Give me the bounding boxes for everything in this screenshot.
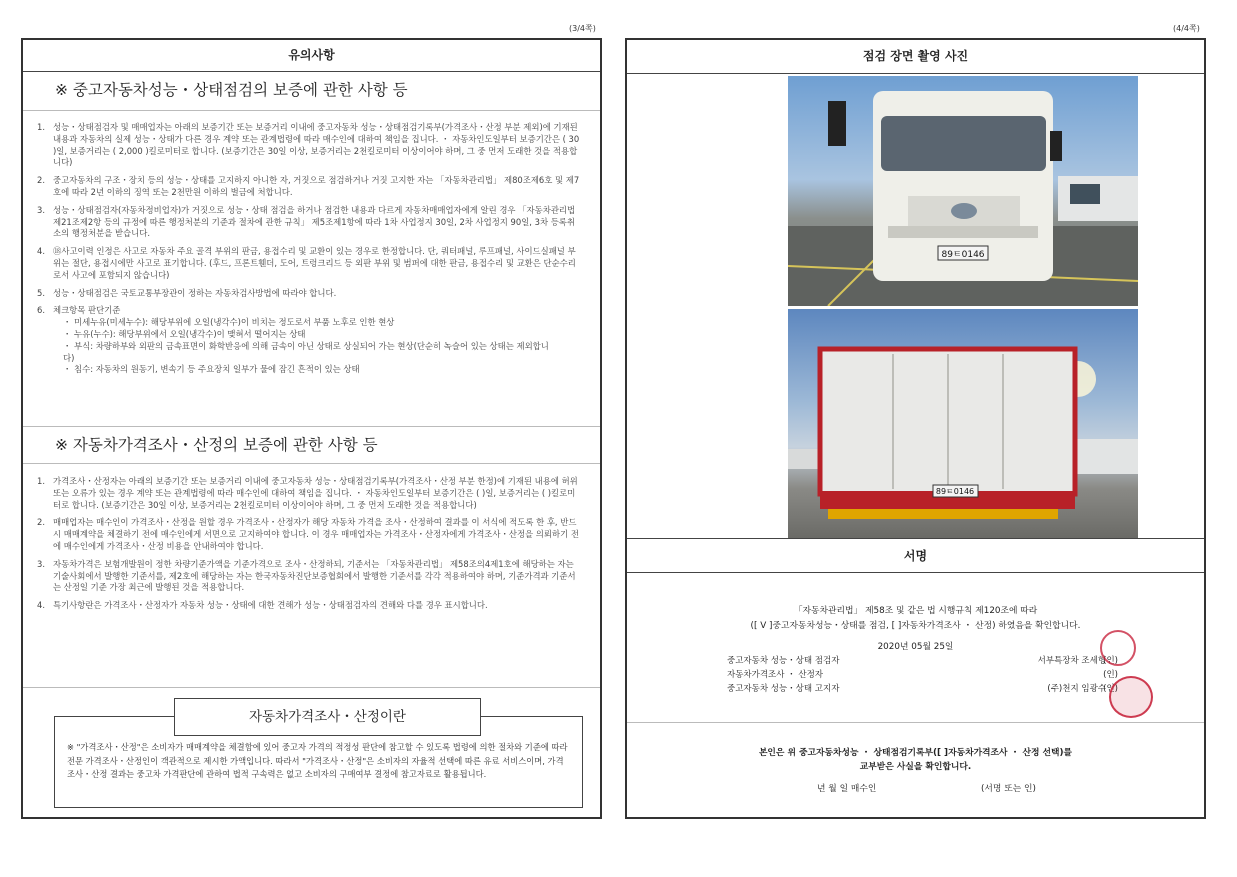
list-item: [23, 175, 600, 199]
signer-seal: (인): [1103, 684, 1118, 694]
item-number: 2.: [37, 175, 45, 186]
sign-date: 2020년 05월 25일: [877, 642, 954, 652]
law-line-1: 「자동차관리법」 제58조 및 같은 법 시행규칙 제120조에 따라: [793, 606, 1038, 616]
photos-panel: [625, 38, 1206, 819]
item-number: 3.: [37, 558, 45, 569]
truck-rear-photo: [788, 309, 1138, 539]
truck-rear-illustration: [788, 309, 1138, 539]
list-item: [23, 559, 600, 594]
signer-seal: (인): [1103, 670, 1118, 680]
item-text: 특기사항란은 가격조사・산정자가 자동차 성능・상태에 대한 견해가 성능・상태점검자의 견해와 다를 경우 표시합니다.: [53, 600, 488, 611]
photos-title: 점검 장면 촬영 사진: [627, 40, 1204, 74]
item-text: 가격조사・산정자는 아래의 보증기간 또는 보증거리 이내에 중고자동차 성능・상태점검기록부(가격조사・산정 부분 한정)에 기재된 내용에 허위 또는 오류가 있는 경우 계약 또는 관계법령에 따라 매수인에 대하여 책임을 집니다. ・ 자동차인도일부터 보증기간은 ( )일, 보증거리는 ( )킬로미터로 합니다. (보증기간은 30일 이상, 보증거리는 2천킬로미터 이상이어야 하며, 그 중 먼저 도래한 것을 적용합니다): [53, 476, 578, 510]
sub-list-item: ・ 미세누유(미세누수): 해당부위에 오일(냉각수)이 비치는 정도로서 부품 노후로 인한 현상: [63, 317, 395, 328]
list-item: [23, 288, 600, 300]
section2-heading-wrap: [23, 433, 600, 455]
divider: [627, 722, 1204, 723]
buyer-line: 년 월 일 매수인: [817, 784, 877, 794]
list-item: [23, 205, 600, 240]
item-number: 4.: [37, 600, 45, 611]
sub-list: [53, 317, 580, 376]
section2-heading: ※ 자동차가격조사・산정의 보증에 관한 사항 등: [55, 436, 378, 454]
divider: [23, 110, 600, 111]
signer-role: 중고자동차 성능・상태 점검자: [727, 656, 840, 666]
list-item: [23, 122, 600, 169]
item-number: 1.: [37, 476, 45, 486]
notice-title: 자동차가격조사・산정이란: [174, 698, 481, 736]
section2-list: [23, 476, 600, 618]
confirm-line-1: 본인은 위 중고자동차성능 ・ 상태점검기록부([ ]자동차가격조사 ・ 산정 선택)를: [758, 748, 1073, 758]
item-number: 5.: [37, 287, 45, 298]
list-item: [23, 246, 600, 281]
signer-role: 중고자동차 성능・상태 고지자: [727, 684, 840, 694]
item-number: 3.: [37, 204, 45, 215]
seal-stamp-2: [1109, 676, 1153, 718]
notes-panel: [21, 38, 602, 819]
divider: [23, 426, 600, 427]
item-text: 자동차가격은 보험개발원이 정한 차량기준가액을 기준가격으로 조사・산정하되, 기준서는 「자동차관리법」 제58조의4제1호에 해당하는 자는 기술사회에서 발행한 기준서를, 제2호에 해당하는 자는 한국자동차진단보증협회에서 발행한 기준서를 각각 적용하여야 하며, 기준가격과 기준서는 산정일 기준 가장 최근에 발행된 것을 적용합니다.: [53, 558, 576, 593]
divider: [627, 538, 1204, 539]
page-number-right: (4/4쪽): [1173, 24, 1200, 33]
notice-text: ※ "가격조사・산정"은 소비자가 매매계약을 체결함에 있어 중고자 가격의 적정성 판단에 참고할 수 있도록 법령에 의한 절차와 기준에 따라 전문 가격조사・산정인이 객관적으로 제시한 가액입니다. 따라서 "가격조사・산정"은 소비자의 자율적 선택에 따른 유료 서비스이며, 가격조사・산정 결과는 중고차 가격판단에 관하여 법적 구속력은 없고 소비자의 구매여부 결정에 참고자료로 활용됩니다.: [67, 742, 568, 779]
sub-list-item: ・ 누유(누수): 해당부위에서 오일(냉각수)이 맺혀서 떨어지는 상태: [63, 328, 306, 339]
section1-list: [23, 122, 600, 382]
divider: [23, 687, 600, 688]
item-text: 성능・상태점검자 및 매매업자는 아래의 보증기간 또는 보증거리 이내에 중고자동차 성능・상태점검기록부(가격조사・산정 부분 제외)에 기재된 내용과 자동차의 실제 성능・상태가 다른 경우 계약 또는 관계법령에 따라 매수인에 대하여 책임을 집니다. ・ 자동차인도일부터 보증기간은 ( 30 )일, 보증거리는 ( 2,000 )킬로미터로 합니다. (보증기간은 30일 이상, 보증거리는 2천킬로미터 이상이어야 하며, 그 중 먼저 도래한 것을 적용합니다): [53, 122, 580, 168]
signer-seal: (인): [1103, 656, 1118, 666]
truck-front-photo: [788, 76, 1138, 306]
item-text: 성능・상태점검자(자동차정비업자)가 거짓으로 성능・상태 점검을 하거나 점검한 내용과 다르게 자동차매매업자에게 알린 경우 「자동차관리법 제21조제2항 등의 규정에 따른 행정처분의 기준과 절차에 관한 규칙」 제5조제1항에 따라 1차 사업정지 30일, 2차 사업정지 90일, 3차 등록취소의 행정처분을 받습니다.: [53, 204, 576, 239]
item-number: 1.: [37, 122, 45, 132]
rear-plate: 89ㅌ0146: [935, 487, 975, 496]
item-number: 2.: [37, 517, 45, 528]
item-text: 체크항목 판단기준: [53, 305, 121, 316]
list-item: [23, 600, 600, 612]
notes-title: 유의사항: [23, 40, 600, 72]
signature-title: 서명: [627, 540, 1204, 573]
divider: [23, 463, 600, 464]
item-text: 성능・상태점검은 국토교통부장관이 정하는 자동차검사방법에 따라야 합니다.: [53, 287, 337, 298]
item-text: 매매업자는 매수인이 가격조사・산정을 원할 경우 가격조사・산정자가 해당 자동차 가격을 조사・산정하여 결과를 이 서식에 적도록 한 후, 반드시 매매계약을 체결하기 전에 매수인에게 서면으로 고지하여야 합니다. 이 경우 매매업자는 가격조사・산정자에게 가격조사・산정을 의뢰하기 전에 매수인에게 가격조사・산정 비용을 안내하여야 합니다.: [53, 517, 579, 551]
buyer-seal: (서명 또는 인): [981, 784, 1036, 794]
item-text: ⑱사고이력 인정은 사고로 자동차 주요 골격 부위의 판금, 용접수리 및 교환이 있는 경우로 한정합니다. 단, 쿼터패널, 루프패널, 사이드실패널 부위는 절단, 용접시에만 사고로 표기합니다. (후드, 프론트휀더, 도어, 트렁크리드 등 외판 부위 및 범퍼에 대한 판금, 용접수리 및 교환은 단순수리로서 사고에 포함되지 않습니다): [53, 246, 576, 280]
truck-front-illustration: [788, 76, 1138, 306]
page-number-left: (3/4쪽): [569, 24, 596, 33]
front-plate: 89ㅌ0146: [941, 250, 985, 260]
list-item: [23, 476, 600, 511]
sub-list-item: ・ 부식: 차량하부와 외판의 금속표면이 화학반응에 의해 금속이 아닌 상태로 상실되어 가는 현상(단순히 녹슬어 있는 상태는 제외합니다): [63, 340, 549, 363]
section1-heading: ※ 중고자동차성능・상태점검의 보증에 관한 사항 등: [55, 81, 408, 99]
sub-list-item: ・ 침수: 자동차의 원동기, 변속기 등 주요장치 일부가 물에 잠긴 흔적이 있는 상태: [63, 364, 360, 375]
signer-name: (주)천지 임광수: [1047, 684, 1106, 694]
signer-role: 자동차가격조사 ・ 산정자: [727, 670, 824, 680]
section1-heading-wrap: [23, 78, 600, 100]
list-item: [23, 305, 600, 376]
item-number: 6.: [37, 305, 45, 316]
signer-name: 서부특장차 조세형: [1037, 656, 1106, 666]
seal-stamp-1: [1100, 630, 1136, 666]
item-text: 중고자동차의 구조・장치 등의 성능・상태를 고지하지 아니한 자, 거짓으로 점검하거나 거짓 고지한 자는 「자동차관리법」 제80조제6호 및 제7호에 따라 2년 이하의 징역 또는 2천만원 이하의 벌금에 처합니다.: [53, 175, 580, 197]
confirm-line-2: 교부받은 사실을 확인합니다.: [859, 762, 972, 772]
list-item: [23, 517, 600, 552]
law-line-2: ([ V ]중고자동차성능・상태를 점검, [ ]자동차가격조사 ・ 산정) 하였음을 확인합니다.: [750, 621, 1081, 631]
item-number: 4.: [37, 246, 45, 257]
